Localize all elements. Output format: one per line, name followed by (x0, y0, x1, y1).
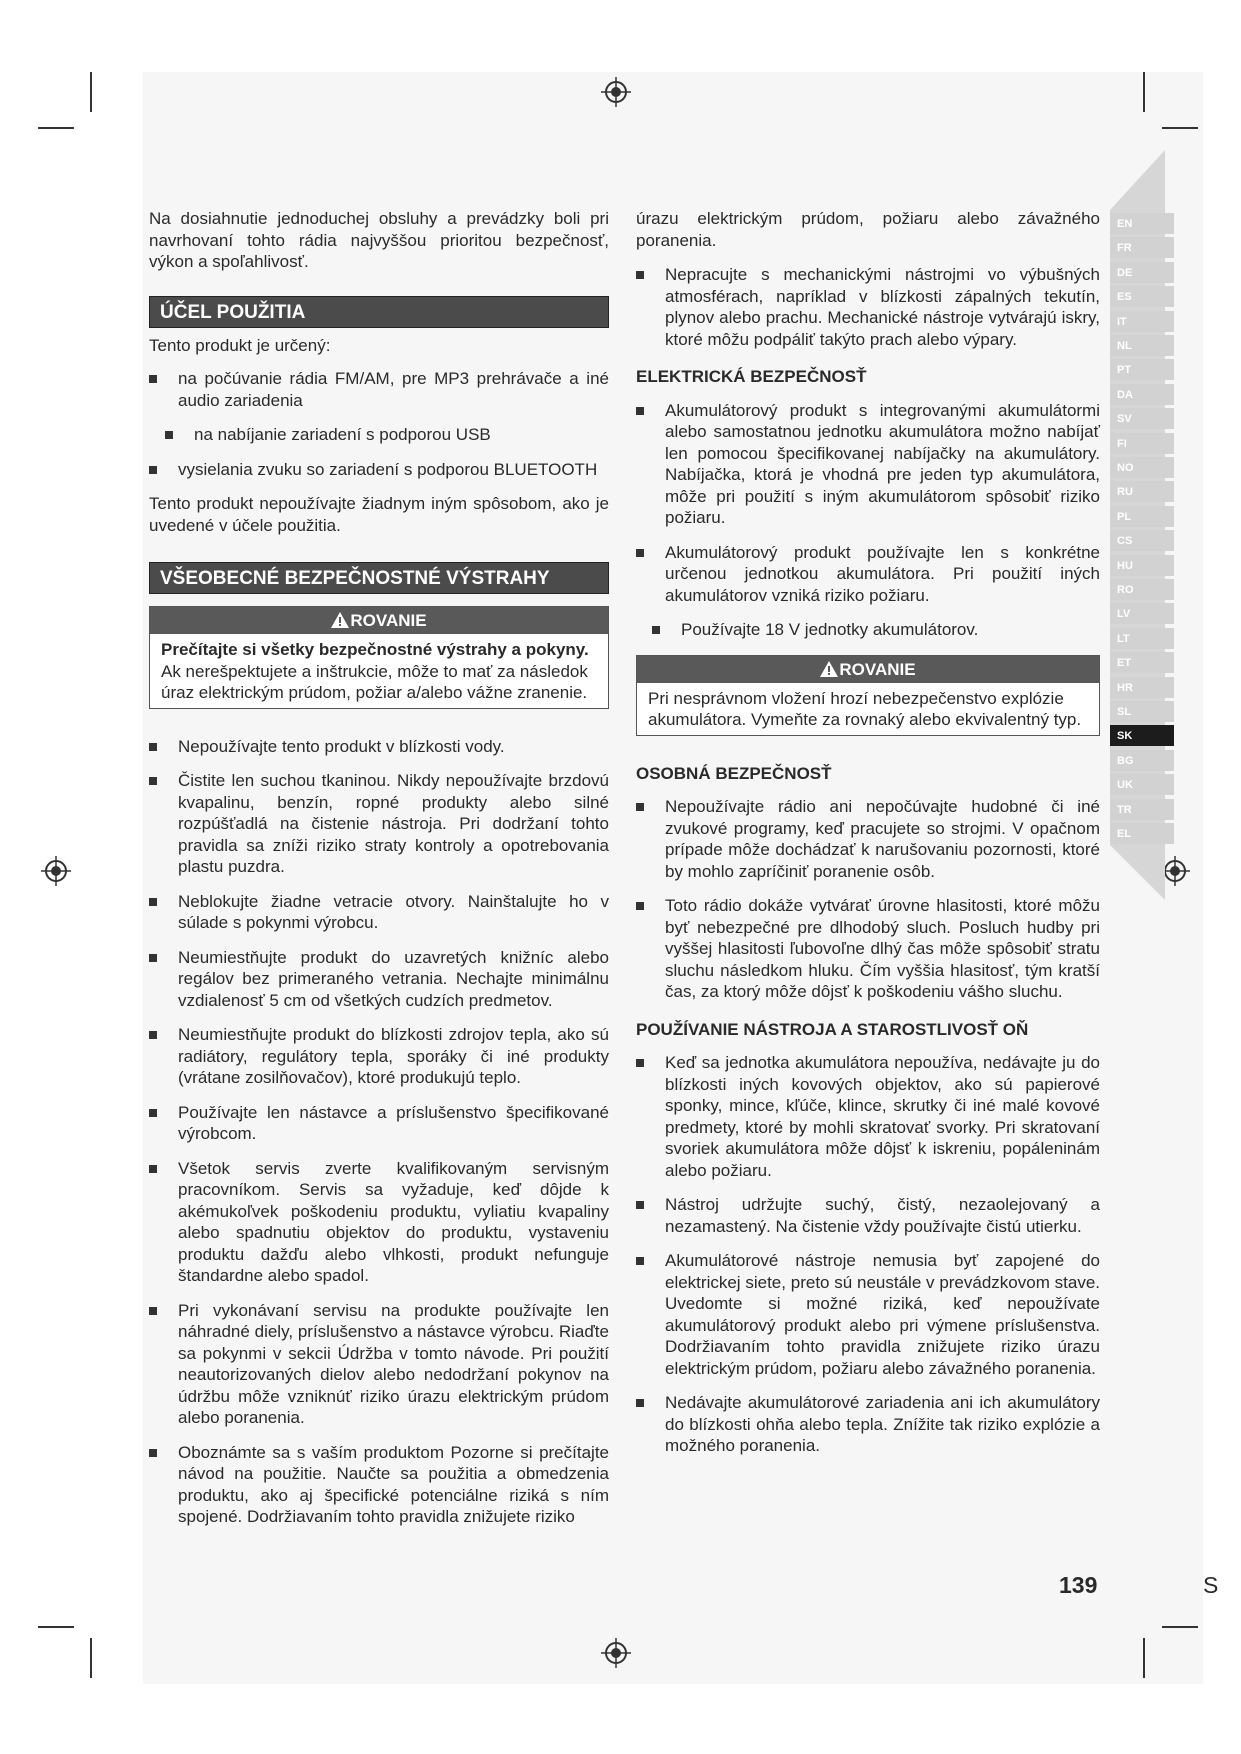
warning-box (636, 655, 1100, 736)
list-item: Nepoužívajte tento produkt v blízkosti vody. (149, 736, 609, 758)
edge-letter: S (1203, 1572, 1219, 1598)
section-title-general-warnings: VŠEOBECNÉ BEZPEČNOSTNÉ VÝSTRAHY (149, 562, 609, 594)
language-tab-uk: UK (1110, 774, 1174, 795)
warning-body (150, 634, 608, 708)
warning-triangle-icon (331, 612, 349, 628)
warning-label: ROVANIE (350, 611, 427, 630)
language-tab-hr: HR (1110, 677, 1174, 698)
crop-mark (90, 72, 92, 112)
list-item: Neumiestňujte produkt do blízkosti zdrojov tepla, ako sú radiátory, regulátory tepla, sporáky či iné produkty (vrátane zosilňovačov), ktoré produkujú teplo. (149, 1024, 609, 1089)
language-tab-sk: SK (1110, 725, 1174, 746)
language-tab-lt: LT (1110, 628, 1174, 649)
section-title-personal-safety: OSOBNÁ BEZPEČNOSŤ (636, 763, 832, 783)
list-item: Nepracujte s mechanickými nástrojmi vo výbušných atmosférach, napríklad v blízkosti zápalných tekutín, plynov alebo prachu. Mechanické nástroje vytvárajú iskry, ktoré môžu podpáliť takýto prach alebo výpary. (636, 264, 1100, 350)
language-tab-el: EL (1110, 823, 1174, 844)
language-tab-pl: PL (1110, 506, 1174, 527)
language-tab-et: ET (1110, 652, 1174, 673)
intended-use-list (149, 368, 609, 480)
crop-mark (38, 1626, 74, 1628)
warning-header (150, 607, 608, 634)
crop-mark (1143, 72, 1145, 112)
intro-paragraph: Na dosiahnutie jednoduchej obsluhy a prevádzky boli pri navrhovaní tohto rádia najvyššou prioritou bezpečnosť, výkon a spoľahlivosť. (149, 209, 609, 271)
list-item: Používajte len nástavce a príslušenstvo špecifikované výrobcom. (149, 1102, 609, 1145)
list-item: Keď sa jednotka akumulátora nepoužíva, nedávajte ju do blízkosti iných kovových objektov, ako sú papierové sponky, mince, kľúče, klince, skrutky či iné malé kovové predmety, ktoré by mohli skratovať svorky. Pri skratovaní svoriek akumulátora môže dôjsť k iskreniu, popáleninám alebo požiaru. (636, 1052, 1100, 1181)
list-item: Všetok servis zverte kvalifikovaným servisným pracovníkom. Servis sa vyžaduje, keď dôjde k akémukoľvek poškodeniu produktu, vyliatiu kvapaliny alebo spadnutiu objektov do produktu, vystaveniu produktu dažďu alebo vlhkosti, produkt nefunguje štandardne alebo spadol. (149, 1158, 609, 1287)
crop-mark (38, 127, 74, 129)
warning-text: Pri nesprávnom vložení hrozí nebezpečenstvo explózie akumulátora. Vymeňte za rovnaký alebo ekvivalentný typ. (648, 688, 1082, 729)
language-tab-fr: FR (1110, 237, 1174, 258)
language-tab-tr: TR (1110, 799, 1174, 820)
general-warnings-list (149, 736, 609, 1528)
list-item: Nedávajte akumulátorové zariadenia ani ich akumulátory do blízkosti ohňa alebo tepla. Znížite tak riziko explózie a možného poranenia. (636, 1392, 1100, 1457)
warning-body (637, 683, 1099, 735)
language-tab-sl: SL (1110, 701, 1174, 722)
list-item: Akumulátorové nástroje nemusia byť zapojené do elektrickej siete, preto sú neustále v prevádzkovom stave. Uvedomte si možné riziká, keď nepoužívate akumulátorový produkt alebo pri výmene príslušenstva. Dodržiavaním tohto pravidla znižujete riziko úrazu elektrickým prúdom, požiaru alebo závažného poranenia. (636, 1250, 1100, 1379)
language-tab-bg: BG (1110, 750, 1174, 771)
language-tab-ro: RO (1110, 579, 1174, 600)
warning-text: Ak nerešpektujete a inštrukcie, môže to mať za následok úraz elektrickým prúdom, požiar a/alebo vážne zranenie. (161, 661, 588, 702)
language-tab-ru: RU (1110, 481, 1174, 502)
language-tab-pt: PT (1110, 359, 1174, 380)
language-tab-de: DE (1110, 262, 1174, 283)
page-number: 139 (1059, 1572, 1098, 1598)
language-tab-fi: FI (1110, 433, 1174, 454)
personal-safety-list (636, 796, 1100, 1003)
intended-use-lead: Tento produkt je určený: (149, 335, 331, 355)
right-column (636, 208, 1100, 1470)
language-tab-lv: LV (1110, 603, 1174, 624)
language-tab-sv: SV (1110, 408, 1174, 429)
list-item: na nabíjanie zariadení s podporou USB (149, 424, 609, 446)
language-tab-nl: NL (1110, 335, 1174, 356)
warning-label: ROVANIE (839, 659, 916, 679)
electrical-list (636, 400, 1100, 641)
registration-mark-icon (41, 856, 71, 886)
language-tab-hu: HU (1110, 555, 1174, 576)
continuation-text: úrazu elektrickým prúdom, požiaru alebo závažného poranenia. (636, 209, 1100, 250)
registration-mark-icon (601, 77, 631, 107)
warning-header (637, 656, 1099, 683)
list-item: Neblokujte žiadne vetracie otvory. Nainštalujte ho v súlade s pokynmi výrobcu. (149, 891, 609, 934)
explosive-list (636, 264, 1100, 350)
warning-box (149, 606, 609, 709)
language-tab-da: DA (1110, 384, 1174, 405)
intended-use-closing: Tento produkt nepoužívajte žiadnym iným spôsobom, ako je uvedené v účele použitia. (149, 494, 609, 535)
section-title-tool-use: POUŽÍVANIE NÁSTROJA A STAROSTLIVOSŤ OŇ (636, 1019, 1029, 1039)
list-item: Pri vykonávaní servisu na produkte používajte len náhradné diely, príslušenstvo a nástavce výrobcu. Riaďte sa pokynmi v sekcii Údržba v tomto návode. Pri použití neautorizovaných dielov alebo nedodržaní pokynov na údržbu môže vzniknúť riziko úrazu elektrickým prúdom alebo poranenia. (149, 1300, 609, 1429)
list-item: Nástroj udržujte suchý, čistý, nezaolejovaný a nezamastený. Na čistenie vždy používajte čistú utierku. (636, 1194, 1100, 1237)
list-item: Akumulátorový produkt používajte len s konkrétne určenou jednotkou akumulátora. Pri použití iných akumulátorov vzniká riziko požiaru. (636, 542, 1100, 607)
left-column (149, 208, 609, 1541)
language-tab-en: EN (1110, 213, 1174, 234)
crop-mark (90, 1638, 92, 1678)
list-item: Neumiestňujte produkt do uzavretých knižníc alebo regálov bez primeraného vetrania. Nechajte minimálnu vzdialenosť 5 cm od všetkých cudzích predmetov. (149, 947, 609, 1012)
language-tab-cs: CS (1110, 530, 1174, 551)
list-item: vysielania zvuku so zariadení s podporou BLUETOOTH (149, 459, 609, 481)
crop-mark (1162, 127, 1198, 129)
crop-mark (1143, 1638, 1145, 1678)
list-item: Akumulátorový produkt s integrovanými akumulátormi alebo samostatnou jednotku akumulátora možno nabíjať len pomocou špecifikovanej nabíjačky na akumulátory. Nabíjačka, ktorá je vhodná pre jeden typ akumulátora, môže pri použití s iným akumulátorom spôsobiť riziko požiaru. (636, 400, 1100, 529)
list-item: Toto rádio dokáže vytvárať úrovne hlasitosti, ktoré môžu byť nebezpečné pre dlhodobý sluch. Posluch hudby pri vyššej hlasitosti ľubovoľne dlhý čas môže spôsobiť stratu sluchu následkom hluku. Čím vyššia hlasitosť, tým kratší čas, za ktorý môže dôjsť k poškodeniu vášho sluchu. (636, 895, 1100, 1003)
warning-bold-text: Prečítajte si všetky bezpečnostné výstrahy a pokyny. (161, 640, 589, 659)
language-tab-es: ES (1110, 286, 1174, 307)
language-tab-it: IT (1110, 311, 1174, 332)
warning-triangle-icon (820, 661, 838, 677)
registration-mark-icon (601, 1638, 631, 1668)
list-item: Používajte 18 V jednotky akumulátorov. (636, 619, 1100, 641)
language-tab-no: NO (1110, 457, 1174, 478)
crop-mark (1162, 1626, 1198, 1628)
section-title-electrical: ELEKTRICKÁ BEZPEČNOSŤ (636, 367, 867, 386)
section-title-intended-use: ÚČEL POUŽITIA (149, 296, 609, 328)
tool-use-list (636, 1052, 1100, 1457)
list-item: na počúvanie rádia FM/AM, pre MP3 prehrávače a iné audio zariadenia (149, 368, 609, 411)
list-item: Nepoužívajte rádio ani nepočúvajte hudobné či iné zvukové programy, keď pracujete so strojmi. V opačnom prípade môže dochádzať k narušovaniu pozornosti, ktoré by mohlo zapríčiniť poranenie osôb. (636, 796, 1100, 882)
list-item: Oboznámte sa s vaším produktom Pozorne si prečítajte návod na použitie. Naučte sa použitia a obmedzenia produktu, ako aj špecifické potenciálne riziká s ním spojené. Dodržiavaním tohto pravidla znižujete riziko (149, 1442, 609, 1528)
list-item: Čistite len suchou tkaninou. Nikdy nepoužívajte brzdovú kvapalinu, benzín, ropné produkty alebo silné rozpúšťadlá na čistenie nástroja. Pri dodržaní tohto pravidla sa zníži riziko straty kontroly a opotrebovania plastu puzdra. (149, 770, 609, 878)
